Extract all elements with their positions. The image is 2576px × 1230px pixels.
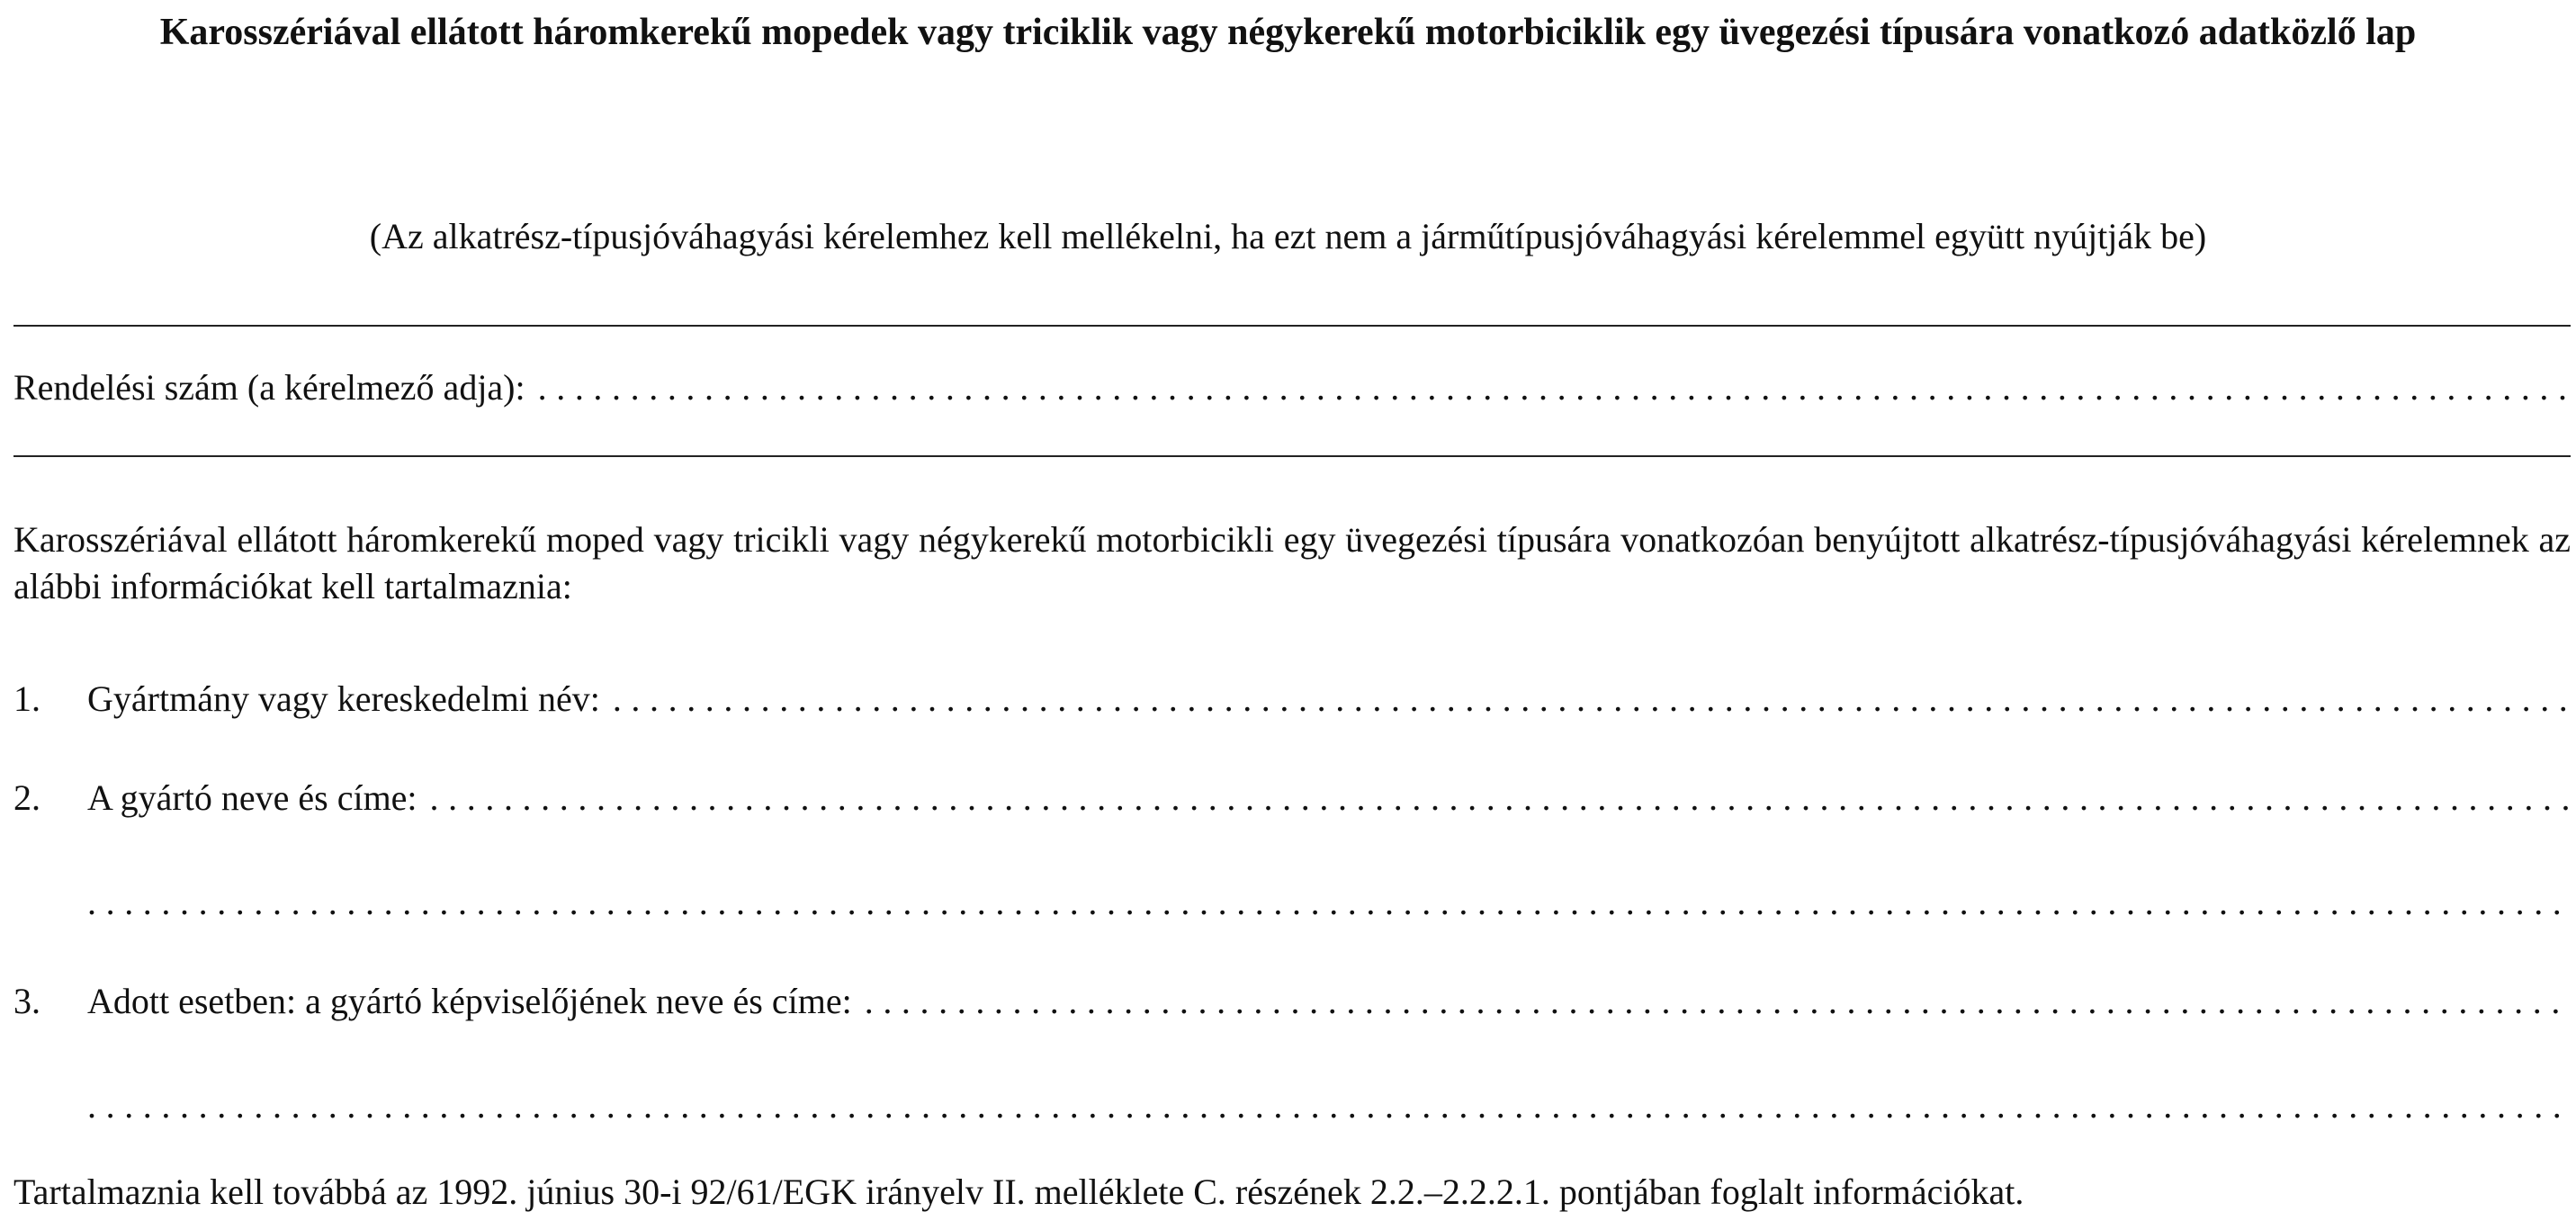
document-subtitle: (Az alkatrész-típusjóváhagyási kérelemhez kell mellékelni, ha ezt nem a járműtípusjóváhagyási kérelemmel együtt nyújtják be) xyxy=(369,216,2207,256)
divider-bottom xyxy=(13,455,2571,457)
document-title: Karosszériával ellátott háromkerekű mopedek vagy triciklik vagy négykerekű motorbiciklik egy üvegezési típusára vonatkozó adatközlő lap xyxy=(159,12,2417,53)
item-2-dotted-line-continued[interactable] xyxy=(87,880,2571,925)
item-2-dotted-line[interactable] xyxy=(430,776,2571,821)
item-number: 2. xyxy=(13,777,40,818)
item-1-dotted-line[interactable] xyxy=(613,677,2571,722)
intro-paragraph: Karosszériával ellátott háromkerekű moped vagy tricikli vagy négykerekű motorbicikli egy üvegezési típusára vonatkozóan benyújtott alkatrész-típusjóváhagyási kérelemnek az alábbi információkat kell tartalmaznia: xyxy=(13,519,2571,606)
item-3-continuation[interactable] xyxy=(87,1083,2571,1128)
divider-top xyxy=(13,325,2571,327)
order-number-dotted-line[interactable] xyxy=(538,365,2571,410)
order-number-label: Rendelési szám (a kérelmező adja): xyxy=(13,367,525,408)
footer-paragraph: Tartalmaznia kell továbbá az 1992. június 30-i 92/61/EGK irányelv II. melléklete C. részének 2.2.–2.2.2.1. pontjában foglalt információkat. xyxy=(13,1172,2024,1212)
item-label: A gyártó neve és címe: xyxy=(87,777,417,818)
item-number: 3. xyxy=(13,981,40,1021)
item-1-field[interactable] xyxy=(13,677,2571,722)
item-2-continuation[interactable] xyxy=(87,880,2571,925)
item-2-field[interactable] xyxy=(13,776,2571,821)
item-label: Adott esetben: a gyártó képviselőjének neve és címe: xyxy=(87,981,852,1021)
item-label: Gyártmány vagy kereskedelmi név: xyxy=(87,678,600,719)
item-number: 1. xyxy=(13,678,40,719)
item-3-field[interactable] xyxy=(13,979,2571,1024)
item-3-dotted-line[interactable] xyxy=(865,979,2571,1024)
item-3-dotted-line-continued[interactable] xyxy=(87,1083,2571,1128)
order-number-field[interactable] xyxy=(13,365,2571,410)
